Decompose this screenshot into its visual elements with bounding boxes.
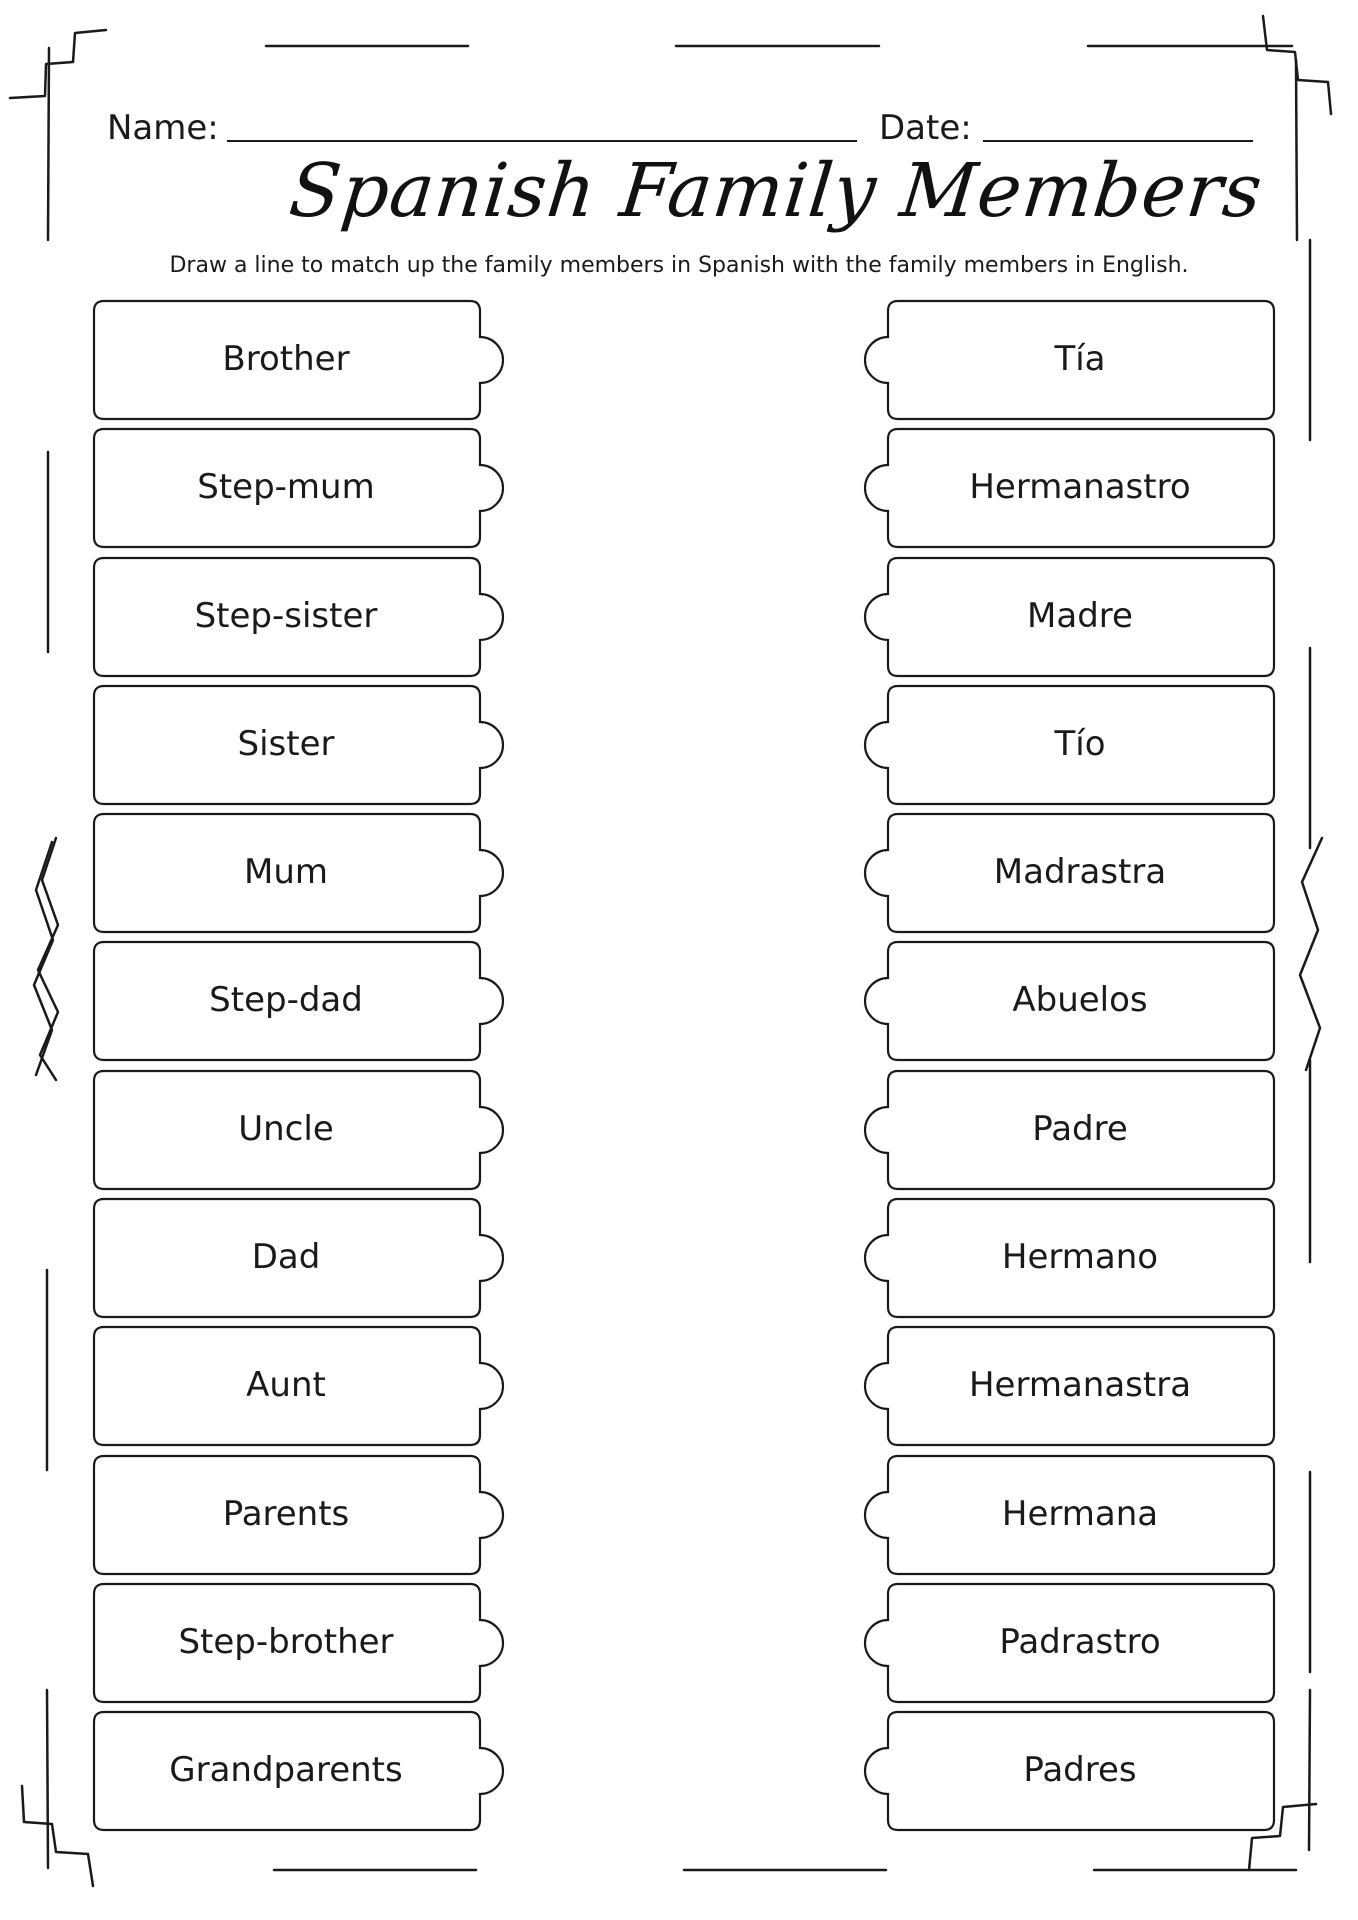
english-term-label: Aunt (246, 1365, 326, 1406)
english-term-card[interactable] (93, 941, 513, 1069)
spanish-term-label: Hermano (1001, 1237, 1159, 1278)
spanish-term-label: Tío (1054, 723, 1106, 764)
english-term-label: Dad (251, 1237, 321, 1278)
spanish-term-label: Hermanastra (968, 1365, 1192, 1406)
spanish-term-label: Abuelos (1012, 980, 1148, 1021)
english-term-label: Mum (243, 852, 328, 893)
english-term-label: Step-mum (197, 467, 375, 508)
spanish-term-card[interactable] (857, 428, 1277, 556)
english-term-card[interactable] (93, 1711, 513, 1839)
instructions: Draw a line to match up the family members in Spanish with the family members in English. (169, 253, 1189, 278)
english-term-label: Step-sister (194, 595, 378, 636)
spanish-term-card[interactable] (857, 1583, 1277, 1711)
english-term-label: Parents (222, 1493, 350, 1534)
spanish-term-label: Madre (1027, 595, 1133, 636)
spanish-term-card[interactable] (857, 300, 1277, 428)
name-field-line[interactable] (227, 140, 857, 142)
spanish-term-label: Padres (1023, 1750, 1137, 1791)
spanish-term-label: Hermana (1001, 1493, 1159, 1534)
spanish-term-card[interactable] (857, 1455, 1277, 1583)
page-title: Spanish Family Members (285, 148, 1267, 234)
english-term-card[interactable] (93, 557, 513, 685)
spanish-term-label: Tía (1054, 339, 1106, 379)
english-term-card[interactable] (93, 1326, 513, 1454)
date-label: Date: (879, 108, 972, 148)
english-term-label: Sister (237, 723, 335, 764)
spanish-term-label: Hermanastro (969, 467, 1191, 508)
spanish-term-label: Padrastro (999, 1621, 1161, 1662)
english-term-card[interactable] (93, 1583, 513, 1711)
english-terms-column (93, 300, 513, 1840)
english-term-label: Step-brother (178, 1621, 394, 1662)
name-label: Name: (107, 108, 219, 148)
english-term-card[interactable] (93, 1455, 513, 1583)
spanish-term-card[interactable] (857, 557, 1277, 685)
spanish-term-label: Madrastra (993, 852, 1167, 893)
english-term-card[interactable] (93, 428, 513, 556)
english-term-card[interactable] (93, 813, 513, 941)
date-field-line[interactable] (983, 140, 1253, 142)
spanish-term-label: Padre (1032, 1108, 1128, 1149)
english-term-card[interactable] (93, 300, 513, 428)
spanish-terms-column (857, 300, 1277, 1840)
spanish-term-card[interactable] (857, 685, 1277, 813)
english-term-card[interactable] (93, 1198, 513, 1326)
spanish-term-card[interactable] (857, 813, 1277, 941)
english-term-label: Grandparents (169, 1750, 403, 1791)
english-term-label: Uncle (238, 1108, 334, 1149)
english-term-card[interactable] (93, 1070, 513, 1198)
spanish-term-card[interactable] (857, 1711, 1277, 1839)
english-term-label: Brother (222, 339, 350, 379)
spanish-term-card[interactable] (857, 941, 1277, 1069)
spanish-term-card[interactable] (857, 1070, 1277, 1198)
english-term-label: Step-dad (209, 980, 363, 1021)
spanish-term-card[interactable] (857, 1198, 1277, 1326)
spanish-term-card[interactable] (857, 1326, 1277, 1454)
english-term-card[interactable] (93, 685, 513, 813)
